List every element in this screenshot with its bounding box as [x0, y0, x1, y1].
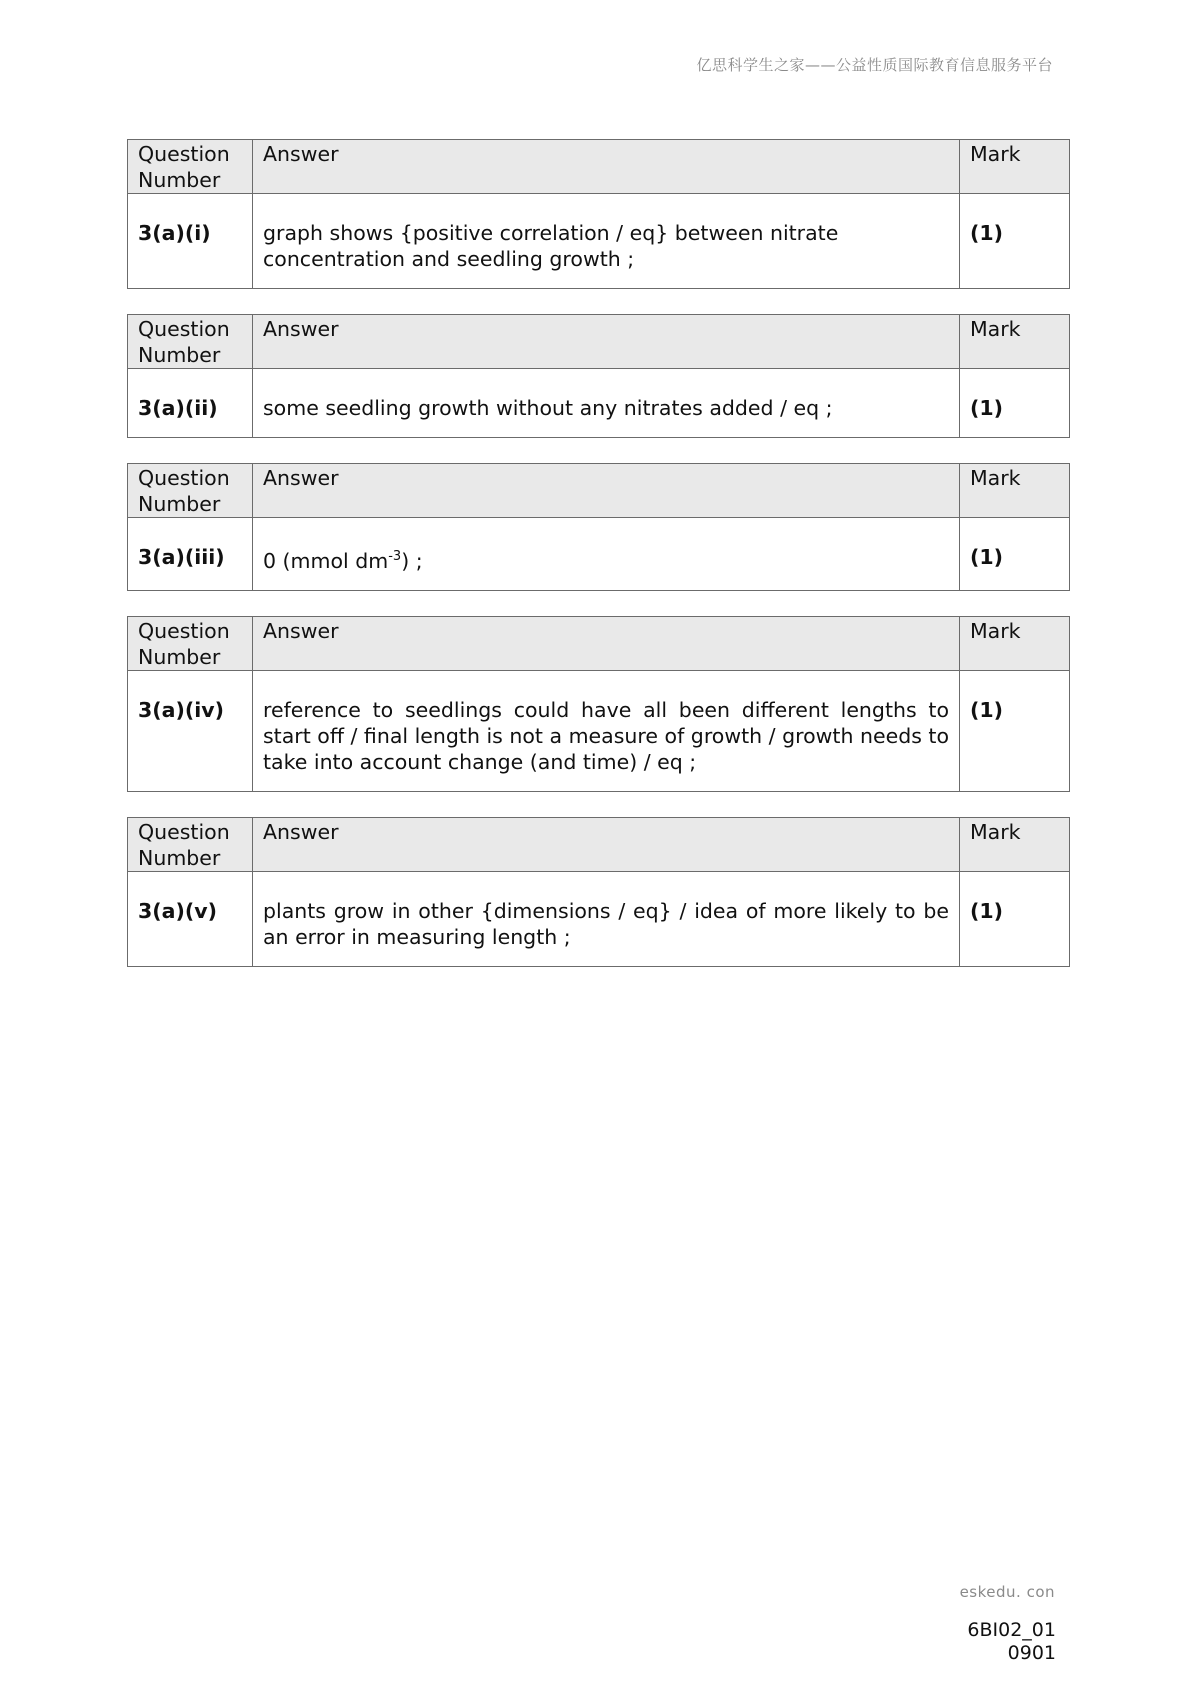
- question-number-header: Question Number: [128, 817, 253, 871]
- mark-scheme-tables: [127, 139, 1069, 992]
- mark-header: Mark: [960, 315, 1070, 369]
- answer-text: plants grow in other {dimensions / eq} / idea of more likely to be an error in measuring length ;: [253, 871, 960, 966]
- table-row: [128, 369, 1070, 438]
- answer-header: Answer: [253, 315, 960, 369]
- question-number: 3(a)(iii): [128, 518, 253, 591]
- answer-text: [253, 369, 960, 438]
- mark-scheme-table-3aiv: [127, 616, 1070, 792]
- table-header-row: [128, 817, 1070, 871]
- mark-header: Mark: [960, 616, 1070, 670]
- table-row: [128, 871, 1070, 966]
- mark-value: (1): [960, 871, 1070, 966]
- mark-scheme-table-3aiii: [127, 463, 1070, 591]
- answer-superscript: -3: [388, 549, 402, 564]
- mark-scheme-table-3av: [127, 817, 1070, 967]
- answer-header: Answer: [253, 140, 960, 194]
- table-row: [128, 194, 1070, 289]
- answer-line: concentration and seedling growth ;: [263, 247, 635, 271]
- table-row: [128, 518, 1070, 591]
- table-header-row: [128, 616, 1070, 670]
- answer-text: [253, 518, 960, 591]
- answer-text: [253, 194, 960, 289]
- answer-header: Answer: [253, 616, 960, 670]
- mark-header: Mark: [960, 140, 1070, 194]
- answer-header: Answer: [253, 817, 960, 871]
- table-header-row: [128, 315, 1070, 369]
- table-header-row: [128, 464, 1070, 518]
- question-number: 3(a)(ii): [128, 369, 253, 438]
- answer-header: Answer: [253, 464, 960, 518]
- question-number-header: Question Number: [128, 616, 253, 670]
- mark-value: (1): [960, 369, 1070, 438]
- table-header-row: [128, 140, 1070, 194]
- table-row: [128, 670, 1070, 791]
- footer-code-line: 6BI02_01: [967, 1619, 1056, 1641]
- footer-code-line: 0901: [1007, 1642, 1056, 1664]
- mark-scheme-table-3aii: [127, 314, 1070, 438]
- question-number: 3(a)(i): [128, 194, 253, 289]
- header-watermark: 亿思科学生之家——公益性质国际教育信息服务平台: [696, 56, 1053, 74]
- mark-value: (1): [960, 194, 1070, 289]
- footer-site-watermark: eskedu. con: [959, 1583, 1055, 1601]
- answer-line: graph shows {positive correlation / eq} between nitrate: [263, 221, 839, 245]
- question-number-header: Question Number: [128, 464, 253, 518]
- answer-line: some seedling growth without any nitrates added / eq ;: [263, 396, 833, 420]
- answer-prefix: 0 (mmol dm: [263, 548, 389, 573]
- mark-header: Mark: [960, 464, 1070, 518]
- answer-suffix: ) ;: [401, 548, 423, 573]
- question-number: 3(a)(iv): [128, 670, 253, 791]
- mark-value: (1): [960, 518, 1070, 591]
- mark-header: Mark: [960, 817, 1070, 871]
- question-number: 3(a)(v): [128, 871, 253, 966]
- question-number-header: Question Number: [128, 315, 253, 369]
- mark-scheme-table-3ai: [127, 139, 1070, 289]
- question-number-header: Question Number: [128, 140, 253, 194]
- footer-paper-code: [967, 1619, 1056, 1665]
- answer-text: reference to seedlings could have all been different lengths to start off / final length is not a measure of growth / growth needs to take into account change (and time) / eq ;: [253, 670, 960, 791]
- mark-value: (1): [960, 670, 1070, 791]
